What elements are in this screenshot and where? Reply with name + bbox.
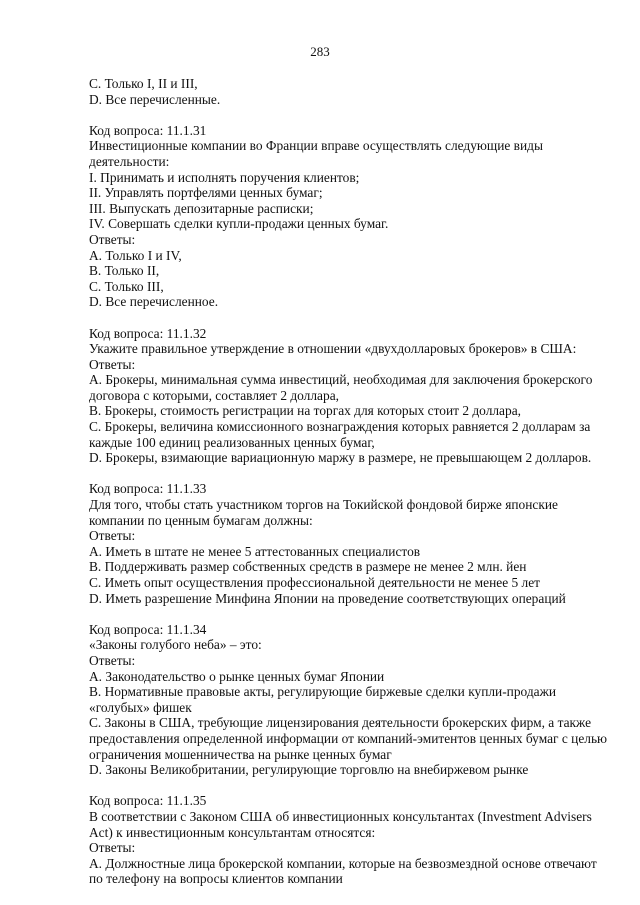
text-line: B. Нормативные правовые акты, регулирующие биржевые сделки купли-продажи: [89, 684, 557, 700]
text-line: А. Брокеры, минимальная сумма инвестиций, необходимая для заключения брокерского: [89, 372, 593, 388]
text-line: А. Иметь в штате не менее 5 аттестованных специалистов: [89, 543, 421, 559]
page-number: 283: [310, 44, 330, 59]
text-line: III. Выпускать депозитарные расписки;: [89, 200, 314, 216]
text-line: «голубых» фишек: [89, 699, 192, 715]
text-line: Код вопроса: 11.1.33: [89, 481, 207, 497]
text-line: Для того, чтобы стать участником торгов на Токийской фондовой бирже японские: [89, 497, 558, 513]
question-block: [89, 793, 597, 887]
text-line: D. Все перечисленное.: [89, 294, 219, 310]
text-line: D. Законы Великобритании, регулирующие торговлю на внебиржевом рынке: [89, 762, 529, 778]
question-block: [89, 481, 589, 606]
text-line: В соответствии с Законом США об инвестиционных консультантах (Investment Advisers: [89, 808, 592, 824]
text-line: Ответы:: [89, 231, 136, 247]
page-content: [89, 76, 608, 887]
text-line: компании по ценным бумагам должны:: [89, 512, 313, 528]
text-line: Укажите правильное утверждение в отношении «двухдолларовых брокеров» в США:: [89, 341, 577, 357]
text-line: Ответы:: [89, 528, 136, 544]
text-line: Ответы:: [89, 840, 136, 856]
text-line: С. Только III,: [89, 278, 164, 294]
text-line: IV. Совершать сделки купли-продажи ценных бумаг.: [89, 216, 389, 232]
text-line: С. Брокеры, величина комиссионного вознаграждения которых равняется 2 долларам за: [89, 419, 591, 435]
text-line: I. Принимать и исполнять поручения клиентов;: [89, 169, 360, 185]
text-line: Код вопроса: 11.1.35: [89, 793, 207, 809]
text-line: деятельности:: [89, 153, 170, 169]
text-line: А. Законодательство о рынке ценных бумаг Японии: [89, 668, 385, 684]
text-line: предоставления определенной информации от компаний-эмитентов ценных бумаг с целью: [89, 730, 608, 746]
text-line: «Законы голубого неба» – это:: [89, 637, 262, 653]
text-line: Код вопроса: 11.1.31: [89, 122, 207, 138]
text-line: Ответы:: [89, 356, 136, 372]
question-block: [89, 325, 593, 466]
text-line: II. Управлять портфелями ценных бумаг;: [89, 185, 323, 201]
text-line: С. Иметь опыт осуществления профессиональной деятельности не менее 5 лет: [89, 575, 541, 590]
text-line: Act) к инвестиционным консультантам относятся:: [89, 824, 376, 840]
text-line: D. Все перечисленные.: [89, 91, 221, 107]
text-line: А. Должностные лица брокерской компании, которые на безвозмездной основе отвечают: [89, 855, 597, 871]
text-line: С. Законы в США, требующие лицензирования деятельности брокерских фирм, а также: [89, 715, 592, 731]
text-line: B. Только II,: [89, 263, 160, 279]
text-line: ограничения мошенничества на рынке ценных бумаг: [89, 746, 392, 762]
text-line: Код вопроса: 11.1.32: [89, 325, 207, 341]
text-line: Код вопроса: 11.1.34: [89, 621, 207, 637]
text-line: D. Иметь разрешение Минфина Японии на проведение соответствующих операций: [89, 590, 566, 606]
text-line: B. Поддерживать размер собственных средств в размере не менее 2 млн. йен: [89, 559, 527, 575]
text-line: Инвестиционные компании во Франции вправе осуществлять следующие виды: [89, 138, 543, 154]
continued-answers-block: [89, 76, 589, 107]
text-line: B. Брокеры, стоимость регистрации на торгах для которых стоит 2 доллара,: [89, 403, 521, 419]
text-line: D. Брокеры, взимающие вариационную маржу в размере, не превышающем 2 долларов.: [89, 450, 592, 466]
text-line: А. Только I и IV,: [89, 247, 182, 263]
question-block: [89, 123, 589, 310]
text-line: каждые 100 единиц реализованных ценных бумаг,: [89, 434, 375, 450]
question-block: [89, 621, 608, 778]
text-line: договора с которыми, составляет 2 доллара,: [89, 387, 339, 403]
text-line: по телефону на вопросы клиентов компании: [89, 871, 343, 887]
text-line: С. Только I, II и III,: [89, 76, 198, 91]
text-line: Ответы:: [89, 652, 136, 668]
